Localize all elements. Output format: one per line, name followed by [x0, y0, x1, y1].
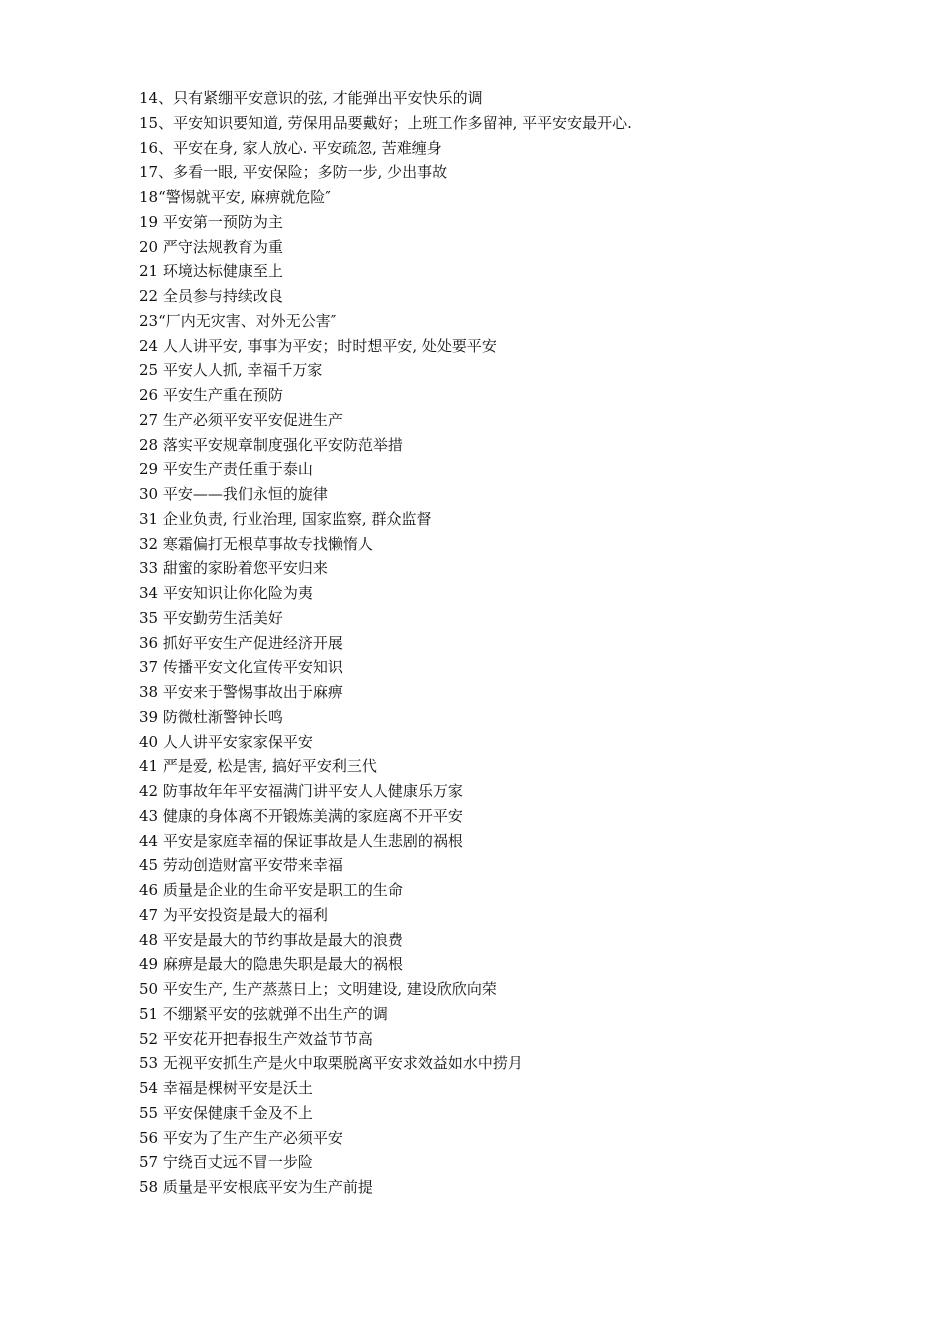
slogan-line: 24 人人讲平安, 事事为平安；时时想平安, 处处要平安 [139, 336, 497, 355]
slogan-line: 28 落实平安规章制度强化平安防范举措 [139, 435, 403, 454]
slogan-line: 43 健康的身体离不开锻炼美满的家庭离不开平安 [139, 806, 463, 825]
slogan-list [139, 86, 632, 1200]
slogan-line: 45 劳动创造财富平安带来幸福 [139, 856, 343, 875]
slogan-line: 31 企业负责, 行业治理, 国家监察, 群众监督 [139, 509, 432, 528]
slogan-line: 34 平安知识让你化险为夷 [139, 584, 313, 602]
slogan-line: 21 环境达标健康至上 [139, 262, 283, 281]
slogan-line: 22 全员参与持续改良 [139, 287, 283, 305]
slogan-line: 26 平安生产重在预防 [139, 386, 283, 404]
slogan-line: 30 平安——我们永恒的旋律 [139, 485, 328, 503]
slogan-line: 42 防事故年年平安福满门讲平安人人健康乐万家 [139, 782, 463, 800]
slogan-line: 40 人人讲平安家家保平安 [139, 732, 313, 751]
slogan-line: 47 为平安投资是最大的福利 [139, 905, 328, 924]
slogan-line: 37 传播平安文化宣传平安知识 [139, 658, 343, 677]
slogan-line: 53 无视平安抓生产是火中取栗脱离平安求效益如水中捞月 [139, 1054, 523, 1073]
slogan-line: 41 严是爱, 松是害, 搞好平安利三代 [139, 757, 377, 776]
slogan-line: 36 抓好平安生产促进经济开展 [139, 633, 343, 652]
slogan-line: 27 生产必须平安平安促进生产 [139, 410, 343, 429]
slogan-line: 19 平安第一预防为主 [139, 212, 283, 231]
slogan-line: 35 平安勤劳生活美好 [139, 608, 283, 627]
slogan-line: 38 平安来于警惕事故出于麻痹 [139, 683, 343, 701]
slogan-line: 20 严守法规教育为重 [139, 237, 283, 256]
slogan-line: 17、多看一眼, 平安保险；多防一步, 少出事故 [139, 163, 448, 182]
slogan-line: 23“厂内无灾害、对外无公害″ [139, 311, 337, 330]
slogan-line: 58 质量是平安根底平安为生产前提 [139, 1178, 373, 1196]
slogan-line: 25 平安人人抓, 幸福千万家 [139, 361, 323, 380]
slogan-line: 16、平安在身, 家人放心. 平安疏忽, 苦难缠身 [139, 138, 442, 157]
slogan-line: 44 平安是家庭幸福的保证事故是人生悲剧的祸根 [139, 831, 463, 850]
slogan-line: 46 质量是企业的生命平安是职工的生命 [139, 881, 403, 899]
slogan-line: 57 宁绕百丈远不冒一步险 [139, 1153, 313, 1172]
slogan-line: 14、只有紧绷平安意识的弦, 才能弹出平安快乐的调 [139, 89, 483, 107]
slogan-line: 33 甜蜜的家盼着您平安归来 [139, 559, 328, 578]
slogan-line: 29 平安生产责任重于泰山 [139, 460, 313, 479]
slogan-line: 54 幸福是棵树平安是沃土 [139, 1079, 313, 1097]
slogan-line: 39 防微杜渐警钟长鸣 [139, 707, 283, 726]
slogan-line: 18“警惕就平安, 麻痹就危险″ [139, 188, 331, 206]
slogan-line: 50 平安生产, 生产蒸蒸日上；文明建设, 建设欣欣向荣 [139, 980, 497, 998]
slogan-line: 49 麻痹是最大的隐患失职是最大的祸根 [139, 955, 403, 974]
slogan-line: 56 平安为了生产生产必须平安 [139, 1128, 343, 1147]
slogan-line: 52 平安花开把春报生产效益节节高 [139, 1029, 373, 1048]
slogan-line: 55 平安保健康千金及不上 [139, 1103, 313, 1122]
slogan-line: 48 平安是最大的节约事故是最大的浪费 [139, 930, 403, 949]
slogan-line: 51 不绷紧平安的弦就弹不出生产的调 [139, 1004, 388, 1023]
slogan-line: 15、平安知识要知道, 劳保用品要戴好；上班工作多留神, 平平安安最开心. [139, 113, 632, 132]
slogan-line: 32 寒霜偏打无根草事故专找懒惰人 [139, 534, 373, 553]
